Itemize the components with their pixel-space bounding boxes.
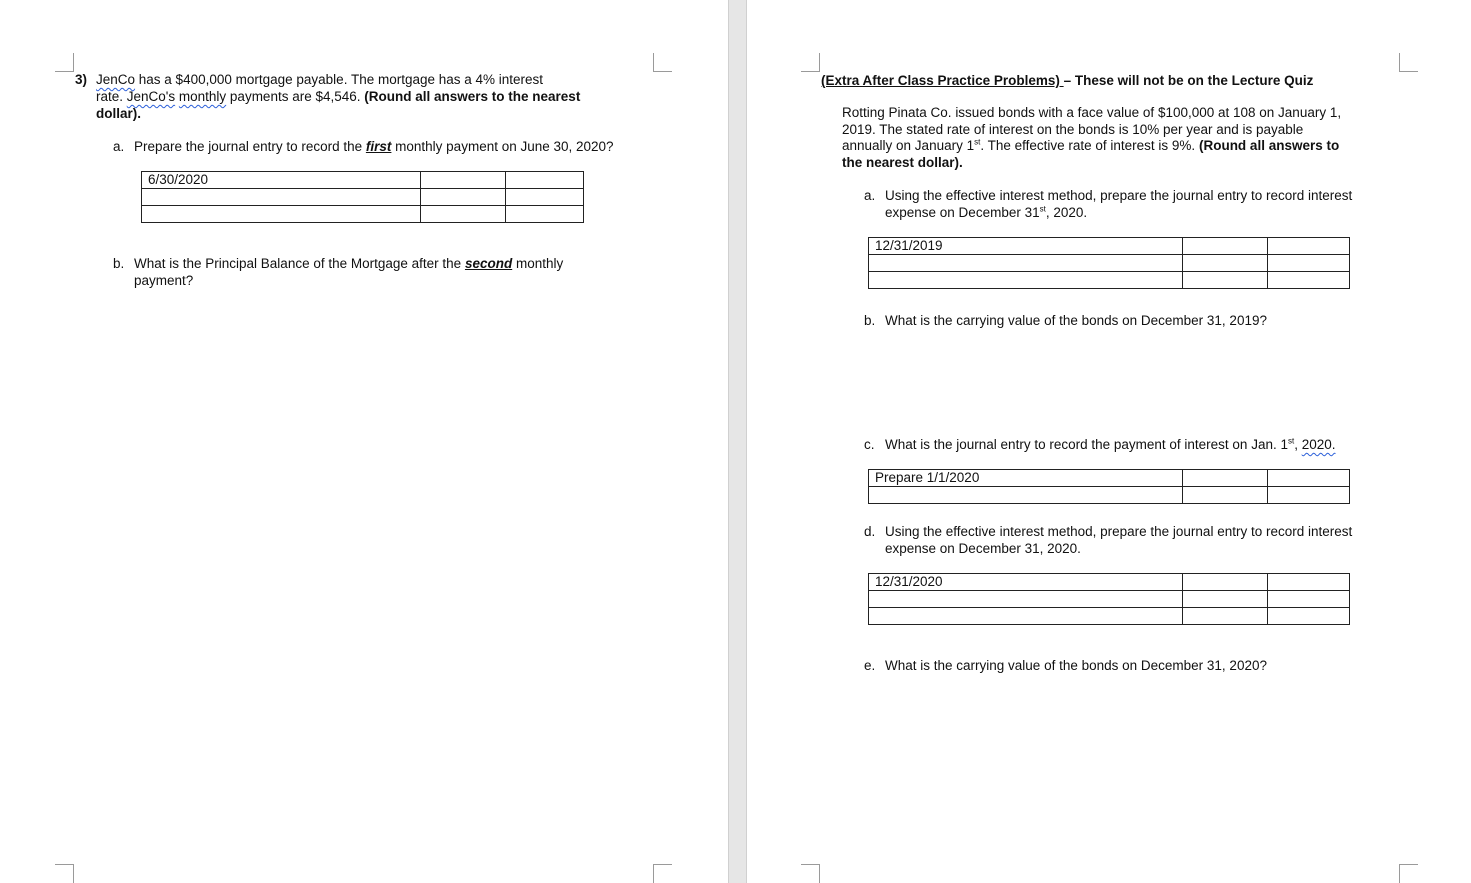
journal-date-cell[interactable]: 12/31/2020: [869, 574, 1183, 591]
debit-cell[interactable]: [1183, 574, 1268, 591]
debit-cell[interactable]: [1183, 487, 1268, 504]
journal-entry-table-a: [141, 171, 584, 223]
credit-cell[interactable]: [506, 206, 584, 223]
crop-mark: [801, 53, 820, 72]
crop-mark: [55, 53, 74, 72]
account-cell[interactable]: [869, 255, 1183, 272]
item-b-letter: b.: [113, 256, 125, 271]
item-a-letter: a.: [864, 188, 876, 203]
debit-cell[interactable]: [1183, 591, 1268, 608]
journal-entry-table-c: [868, 469, 1350, 504]
item-b-question-line2: payment?: [134, 273, 194, 288]
problem-intro-line2: 2019. The stated rate of interest on the bonds is 10% per year and is payable: [842, 122, 1304, 137]
item-a-letter: a.: [113, 139, 125, 154]
account-cell[interactable]: [142, 206, 421, 223]
credit-cell[interactable]: [1268, 608, 1350, 625]
credit-cell[interactable]: [506, 172, 584, 189]
item-b-letter: b.: [864, 313, 876, 328]
crop-mark: [1399, 864, 1418, 883]
journal-entry-table-a: [868, 237, 1350, 289]
credit-cell[interactable]: [1268, 470, 1350, 487]
question-number: 3): [75, 72, 88, 87]
journal-date-cell[interactable]: 12/31/2019: [869, 238, 1183, 255]
item-e-question: What is the carrying value of the bonds on December 31, 2020?: [885, 658, 1267, 673]
page-gutter: [728, 0, 747, 883]
problem-intro-line3: annually on January 1st. The effective rate of interest is 9%. (Round all answers to: [842, 137, 1340, 153]
debit-cell[interactable]: [421, 206, 506, 223]
credit-cell[interactable]: [1268, 591, 1350, 608]
debit-cell[interactable]: [1183, 608, 1268, 625]
account-cell[interactable]: [869, 591, 1183, 608]
item-a-question: Prepare the journal entry to record the first monthly payment on June 30, 2020?: [134, 139, 614, 154]
debit-cell[interactable]: [1183, 470, 1268, 487]
credit-cell[interactable]: [1268, 272, 1350, 289]
item-a-question-line2: expense on December 31st, 2020.: [885, 204, 1088, 220]
crop-mark: [55, 864, 74, 883]
journal-label-cell[interactable]: Prepare 1/1/2020: [869, 470, 1183, 487]
section-header: (Extra After Class Practice Problems) – These will not be on the Lecture Quiz: [821, 73, 1314, 88]
account-cell[interactable]: [869, 272, 1183, 289]
item-d-question-line2: expense on December 31, 2020.: [885, 541, 1081, 556]
item-b-question: What is the Principal Balance of the Mortgage after the second monthly: [134, 256, 564, 271]
account-cell[interactable]: [142, 189, 421, 206]
account-cell[interactable]: [869, 608, 1183, 625]
item-a-question: Using the effective interest method, prepare the journal entry to record interest: [885, 188, 1353, 203]
item-b-question: What is the carrying value of the bonds on December 31, 2019?: [885, 313, 1267, 328]
debit-cell[interactable]: [1183, 255, 1268, 272]
credit-cell[interactable]: [506, 189, 584, 206]
question-intro-line3: dollar).: [96, 106, 142, 121]
credit-cell[interactable]: [1268, 574, 1350, 591]
debit-cell[interactable]: [421, 189, 506, 206]
debit-cell[interactable]: [1183, 272, 1268, 289]
company-name: JenCo: [96, 72, 136, 87]
crop-mark: [801, 864, 820, 883]
debit-cell[interactable]: [421, 172, 506, 189]
question-intro-line1: JenCo has a $400,000 mortgage payable. The mortgage has a 4% interest: [96, 72, 544, 87]
question-intro-line2: rate. JenCo's monthly payments are $4,546. (Round all answers to the nearest: [96, 89, 581, 104]
problem-intro-line4: the nearest dollar).: [842, 155, 963, 170]
journal-entry-table-d: [868, 573, 1350, 625]
journal-date-cell[interactable]: 6/30/2020: [142, 172, 421, 189]
account-cell[interactable]: [869, 487, 1183, 504]
credit-cell[interactable]: [1268, 255, 1350, 272]
problem-intro-line1: Rotting Pinata Co. issued bonds with a face value of $100,000 at 108 on January 1,: [842, 105, 1342, 120]
crop-mark: [1399, 53, 1418, 72]
crop-mark: [653, 53, 672, 72]
item-d-question: Using the effective interest method, prepare the journal entry to record interest: [885, 524, 1353, 539]
credit-cell[interactable]: [1268, 238, 1350, 255]
crop-mark: [653, 864, 672, 883]
credit-cell[interactable]: [1268, 487, 1350, 504]
item-d-letter: d.: [864, 524, 876, 539]
item-e-letter: e.: [864, 658, 876, 673]
item-c-letter: c.: [864, 437, 875, 452]
debit-cell[interactable]: [1183, 238, 1268, 255]
item-c-question: What is the journal entry to record the payment of interest on Jan. 1st, 2020.: [885, 436, 1336, 452]
